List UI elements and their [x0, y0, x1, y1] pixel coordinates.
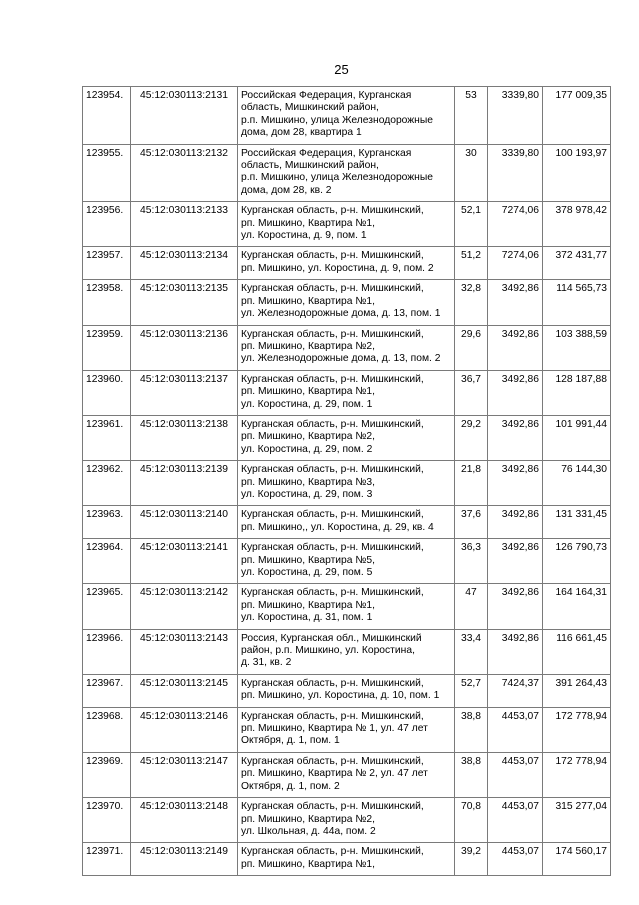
cadastral-cost-cell: 116 661,45	[543, 629, 611, 674]
table-row	[83, 247, 611, 280]
unit-price-cell: 7274,06	[488, 202, 543, 247]
unit-price-cell: 3492,86	[488, 280, 543, 325]
address-cell: Российская Федерация, Курганская область, Мишкинский район, р.п. Мишкино, улица Железнодорожные дома, дом 28, кв. 2	[238, 144, 455, 202]
area-cell: 47	[455, 584, 488, 629]
cadastral-number-cell: 45:12:030113:2146	[131, 707, 238, 752]
area-cell: 32,8	[455, 280, 488, 325]
address-cell: Курганская область, р-н. Мишкинский, рп. Мишкино,, ул. Коростина, д. 29, кв. 4	[238, 506, 455, 539]
area-cell: 33,4	[455, 629, 488, 674]
area-cell: 52,7	[455, 674, 488, 707]
address-cell: Россия, Курганская обл., Мишкинский район, р.п. Мишкино, ул. Коростина, д. 31, кв. 2	[238, 629, 455, 674]
row-number-cell: 123967.	[83, 674, 131, 707]
cadastral-cost-cell: 172 778,94	[543, 707, 611, 752]
table-row	[83, 461, 611, 506]
address-cell: Курганская область, р-н. Мишкинский, рп. Мишкино, Квартира № 2, ул. 47 лет Октября, д. 1, пом. 2	[238, 752, 455, 797]
table-row	[83, 584, 611, 629]
cadastral-number-cell: 45:12:030113:2143	[131, 629, 238, 674]
cadastral-cost-cell: 372 431,77	[543, 247, 611, 280]
area-cell: 30	[455, 144, 488, 202]
area-cell: 53	[455, 87, 488, 145]
unit-price-cell: 3492,86	[488, 584, 543, 629]
cadastral-cost-cell: 100 193,97	[543, 144, 611, 202]
cadastral-number-cell: 45:12:030113:2142	[131, 584, 238, 629]
area-cell: 51,2	[455, 247, 488, 280]
unit-price-cell: 3492,86	[488, 506, 543, 539]
area-cell: 29,2	[455, 415, 488, 460]
unit-price-cell: 3492,86	[488, 461, 543, 506]
cadastral-number-cell: 45:12:030113:2149	[131, 843, 238, 876]
cadastral-cost-cell: 131 331,45	[543, 506, 611, 539]
table-row	[83, 506, 611, 539]
table-row	[83, 539, 611, 584]
row-number-cell: 123966.	[83, 629, 131, 674]
area-cell: 36,7	[455, 370, 488, 415]
unit-price-cell: 3492,86	[488, 325, 543, 370]
cadastral-cost-cell: 128 187,88	[543, 370, 611, 415]
cadastral-number-cell: 45:12:030113:2133	[131, 202, 238, 247]
row-number-cell: 123964.	[83, 539, 131, 584]
cadastral-number-cell: 45:12:030113:2135	[131, 280, 238, 325]
area-cell: 37,6	[455, 506, 488, 539]
row-number-cell: 123963.	[83, 506, 131, 539]
address-cell: Курганская область, р-н. Мишкинский, рп. Мишкино, Квартира №2, ул. Школьная, д. 44а, пом. 2	[238, 798, 455, 843]
row-number-cell: 123962.	[83, 461, 131, 506]
cadastral-number-cell: 45:12:030113:2145	[131, 674, 238, 707]
address-cell: Курганская область, р-н. Мишкинский, рп. Мишкино, ул. Коростина, д. 10, пом. 1	[238, 674, 455, 707]
unit-price-cell: 4453,07	[488, 752, 543, 797]
row-number-cell: 123959.	[83, 325, 131, 370]
cadastral-number-cell: 45:12:030113:2138	[131, 415, 238, 460]
address-cell: Курганская область, р-н. Мишкинский, рп. Мишкино, Квартира №1,	[238, 843, 455, 876]
address-cell: Курганская область, р-н. Мишкинский, рп. Мишкино, ул. Коростина, д. 9, пом. 2	[238, 247, 455, 280]
row-number-cell: 123960.	[83, 370, 131, 415]
unit-price-cell: 3492,86	[488, 539, 543, 584]
row-number-cell: 123971.	[83, 843, 131, 876]
unit-price-cell: 7424,37	[488, 674, 543, 707]
unit-price-cell: 3492,86	[488, 370, 543, 415]
cadastral-cost-cell: 126 790,73	[543, 539, 611, 584]
cadastral-cost-cell: 76 144,30	[543, 461, 611, 506]
address-cell: Курганская область, р-н. Мишкинский, рп. Мишкино, Квартира №1, ул. Коростина, д. 29, пом. 1	[238, 370, 455, 415]
table-row	[83, 202, 611, 247]
address-cell: Курганская область, р-н. Мишкинский, рп. Мишкино, Квартира №1, ул. Железнодорожные дома, д. 13, пом. 1	[238, 280, 455, 325]
cadastral-number-cell: 45:12:030113:2131	[131, 87, 238, 145]
row-number-cell: 123968.	[83, 707, 131, 752]
cadastral-cost-cell: 114 565,73	[543, 280, 611, 325]
cadastral-number-cell: 45:12:030113:2140	[131, 506, 238, 539]
cadastral-cost-cell: 391 264,43	[543, 674, 611, 707]
address-cell: Курганская область, р-н. Мишкинский, рп. Мишкино, Квартира №5, ул. Коростина, д. 29, пом. 5	[238, 539, 455, 584]
address-cell: Курганская область, р-н. Мишкинский, рп. Мишкино, Квартира №1, ул. Коростина, д. 9, пом. 1	[238, 202, 455, 247]
table-row	[83, 629, 611, 674]
table-row	[83, 707, 611, 752]
row-number-cell: 123956.	[83, 202, 131, 247]
row-number-cell: 123955.	[83, 144, 131, 202]
unit-price-cell: 3492,86	[488, 629, 543, 674]
unit-price-cell: 4453,07	[488, 843, 543, 876]
area-cell: 38,8	[455, 752, 488, 797]
cadastral-cost-cell: 378 978,42	[543, 202, 611, 247]
area-cell: 29,6	[455, 325, 488, 370]
address-cell: Курганская область, р-н. Мишкинский, рп. Мишкино, Квартира №2, ул. Железнодорожные дома, д. 13, пом. 2	[238, 325, 455, 370]
cadastral-number-cell: 45:12:030113:2137	[131, 370, 238, 415]
table-row	[83, 798, 611, 843]
table-row	[83, 752, 611, 797]
row-number-cell: 123970.	[83, 798, 131, 843]
row-number-cell: 123957.	[83, 247, 131, 280]
table-row	[83, 370, 611, 415]
area-cell: 52,1	[455, 202, 488, 247]
cadastral-cost-cell: 177 009,35	[543, 87, 611, 145]
unit-price-cell: 4453,07	[488, 798, 543, 843]
cadastral-number-cell: 45:12:030113:2141	[131, 539, 238, 584]
table-row	[83, 843, 611, 876]
table-row	[83, 280, 611, 325]
cadastral-number-cell: 45:12:030113:2134	[131, 247, 238, 280]
row-number-cell: 123958.	[83, 280, 131, 325]
row-number-cell: 123969.	[83, 752, 131, 797]
cadastral-cost-cell: 315 277,04	[543, 798, 611, 843]
cadastral-number-cell: 45:12:030113:2136	[131, 325, 238, 370]
address-cell: Российская Федерация, Курганская область, Мишкинский район, р.п. Мишкино, улица Железнодорожные дома, дом 28, квартира 1	[238, 87, 455, 145]
cadastral-cost-cell: 101 991,44	[543, 415, 611, 460]
area-cell: 38,8	[455, 707, 488, 752]
row-number-cell: 123965.	[83, 584, 131, 629]
table-row	[83, 325, 611, 370]
cadastral-cost-cell: 172 778,94	[543, 752, 611, 797]
address-cell: Курганская область, р-н. Мишкинский, рп. Мишкино, Квартира №1, ул. Коростина, д. 31, пом. 1	[238, 584, 455, 629]
unit-price-cell: 7274,06	[488, 247, 543, 280]
table-row	[83, 415, 611, 460]
table-row	[83, 144, 611, 202]
address-cell: Курганская область, р-н. Мишкинский, рп. Мишкино, Квартира №2, ул. Коростина, д. 29, пом. 2	[238, 415, 455, 460]
area-cell: 39,2	[455, 843, 488, 876]
unit-price-cell: 3339,80	[488, 87, 543, 145]
address-cell: Курганская область, р-н. Мишкинский, рп. Мишкино, Квартира № 1, ул. 47 лет Октября, д. 1, пом. 1	[238, 707, 455, 752]
cadastral-number-cell: 45:12:030113:2139	[131, 461, 238, 506]
cadastral-cost-cell: 103 388,59	[543, 325, 611, 370]
cadastral-number-cell: 45:12:030113:2148	[131, 798, 238, 843]
area-cell: 21,8	[455, 461, 488, 506]
cadastral-number-cell: 45:12:030113:2132	[131, 144, 238, 202]
registry-body	[83, 87, 611, 876]
area-cell: 36,3	[455, 539, 488, 584]
cadastral-number-cell: 45:12:030113:2147	[131, 752, 238, 797]
row-number-cell: 123961.	[83, 415, 131, 460]
cadastral-cost-cell: 164 164,31	[543, 584, 611, 629]
table-row	[83, 674, 611, 707]
unit-price-cell: 3339,80	[488, 144, 543, 202]
area-cell: 70,8	[455, 798, 488, 843]
unit-price-cell: 3492,86	[488, 415, 543, 460]
address-cell: Курганская область, р-н. Мишкинский, рп. Мишкино, Квартира №3, ул. Коростина, д. 29, пом. 3	[238, 461, 455, 506]
table-row	[83, 87, 611, 145]
unit-price-cell: 4453,07	[488, 707, 543, 752]
row-number-cell: 123954.	[83, 87, 131, 145]
property-registry-table	[82, 86, 611, 876]
cadastral-cost-cell: 174 560,17	[543, 843, 611, 876]
page-number: 25	[334, 62, 349, 77]
